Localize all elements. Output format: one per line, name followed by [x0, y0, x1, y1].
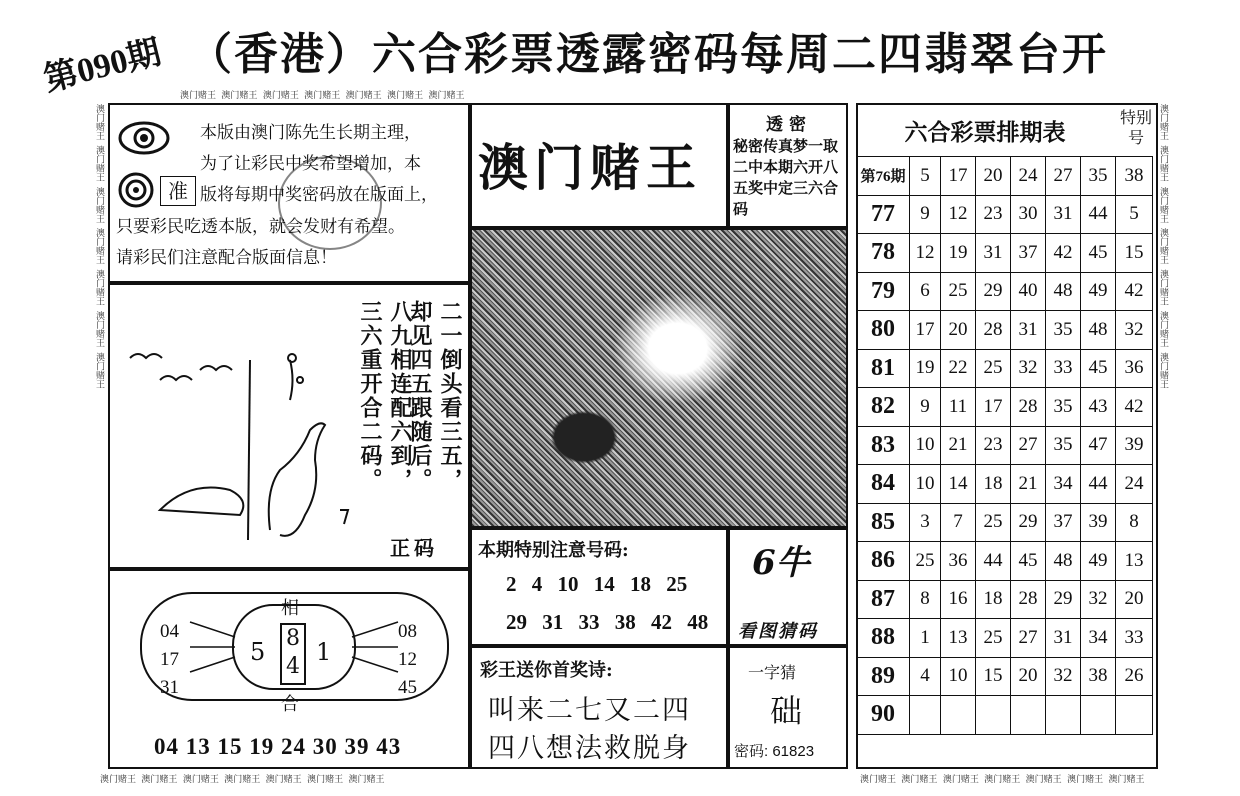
- number-cell: 20: [1011, 657, 1046, 696]
- number-cell: 25: [976, 349, 1011, 388]
- period-cell: 86: [857, 542, 910, 581]
- table-row: [857, 388, 1153, 427]
- table-row: [857, 542, 1153, 581]
- period-cell: 88: [857, 619, 910, 658]
- gift-line-1: 叫来二七又二四: [488, 695, 691, 726]
- special-row-1: 2 4 10 14 18 25: [506, 572, 688, 596]
- number-cell: 35: [1081, 157, 1116, 196]
- number-cell: 6: [910, 272, 941, 311]
- period-cell: 79: [857, 272, 910, 311]
- number-cell: 31: [1046, 195, 1081, 234]
- number-cell: 15: [976, 657, 1011, 696]
- period-cell: 90: [857, 696, 910, 735]
- number-cell: 22: [941, 349, 976, 388]
- guess-label: 看图猜码: [738, 621, 818, 642]
- period-cell: 80: [857, 311, 910, 350]
- period-cell: 第76期: [857, 157, 910, 196]
- period-cell: 78: [857, 234, 910, 273]
- number-cell: 35: [1046, 311, 1081, 350]
- number-cell: 45: [1081, 349, 1116, 388]
- oval-left-numbers: [160, 618, 179, 702]
- schedule-title: 六合彩票排期表: [904, 119, 1066, 146]
- special-cell: 8: [1116, 503, 1153, 542]
- left-border-strip: 澳门赌王 澳门赌王 澳门赌王 澳门赌王 澳门赌王 澳门赌王 澳门赌王: [94, 104, 104, 389]
- target-icon: [118, 172, 154, 208]
- number-cell: 48: [1081, 311, 1116, 350]
- number-cell: 18: [976, 465, 1011, 504]
- oval-right-numbers: [398, 618, 417, 702]
- intro-line: 本版由澳门陈先生长期主理，: [200, 123, 421, 143]
- number-cell: [976, 696, 1011, 735]
- intro-line: 版将每期中奖密码放在版面上，: [200, 185, 438, 205]
- number-cell: 48: [1046, 542, 1081, 581]
- table-row: [857, 157, 1153, 196]
- intro-text-tail: [116, 212, 405, 274]
- number-cell: 36: [941, 542, 976, 581]
- number-cell: 9: [910, 195, 941, 234]
- poem-column-3: 八九相连配六到，: [387, 300, 413, 492]
- period-cell: 84: [857, 465, 910, 504]
- number-cell: 32: [1011, 349, 1046, 388]
- special-cell: 13: [1116, 542, 1153, 581]
- number-cell: 35: [1046, 426, 1081, 465]
- special-cell: 20: [1116, 580, 1153, 619]
- number-cell: 17: [910, 311, 941, 350]
- number-cell: 31: [976, 234, 1011, 273]
- schedule-table: [856, 156, 1153, 735]
- number-cell: 29: [1011, 503, 1046, 542]
- secret-title: 透密: [766, 115, 812, 135]
- oval-right-digit: 1: [316, 638, 332, 666]
- number-cell: 16: [941, 580, 976, 619]
- number-cell: 14: [941, 465, 976, 504]
- special-cell: 15: [1116, 234, 1153, 273]
- special-cell: [1116, 696, 1153, 735]
- number-cell: 10: [910, 426, 941, 465]
- box-bottom-digit: 4: [286, 654, 300, 679]
- number-cell: 21: [1011, 465, 1046, 504]
- number-cell: 7: [941, 503, 976, 542]
- period-cell: 85: [857, 503, 910, 542]
- box-top-digit: 8: [286, 626, 300, 651]
- oval-left-digit: 5: [250, 638, 266, 666]
- number-cell: 20: [976, 157, 1011, 196]
- right-border-strip: 澳门赌王 澳门赌王 澳门赌王 澳门赌王 澳门赌王 澳门赌王 澳门赌王: [1158, 104, 1168, 389]
- number-cell: 5: [910, 157, 941, 196]
- number-cell: 33: [1046, 349, 1081, 388]
- number-cell: 34: [1081, 619, 1116, 658]
- table-row: [857, 272, 1153, 311]
- number-cell: 47: [1081, 426, 1116, 465]
- number-cell: 25: [941, 272, 976, 311]
- main-title: 澳门赌王: [478, 138, 702, 197]
- number-cell: 32: [1081, 580, 1116, 619]
- table-row: [857, 580, 1153, 619]
- number-cell: 23: [976, 426, 1011, 465]
- table-row: [857, 619, 1153, 658]
- number-cell: 30: [1011, 195, 1046, 234]
- number-cell: 25: [976, 503, 1011, 542]
- number-cell: 48: [1046, 272, 1081, 311]
- period-cell: 87: [857, 580, 910, 619]
- table-row: [857, 426, 1153, 465]
- riddle-label: 一字猜: [748, 663, 797, 682]
- number-cell: 44: [1081, 195, 1116, 234]
- number-cell: 8: [910, 580, 941, 619]
- number-cell: 19: [910, 349, 941, 388]
- halftone-photo: [470, 228, 848, 528]
- oval-left-number: 31: [160, 677, 179, 698]
- number-cell: [1081, 696, 1116, 735]
- poem-column-4: 三六重开合二码。: [357, 300, 383, 492]
- poem-column-1: 二一倒头看三五，: [437, 300, 463, 492]
- number-cell: 11: [941, 388, 976, 427]
- password: 密码: 61823: [734, 743, 815, 760]
- period-cell: 77: [857, 195, 910, 234]
- number-cell: 19: [941, 234, 976, 273]
- special-cell: 5: [1116, 195, 1153, 234]
- table-row: [857, 465, 1153, 504]
- header-border-strip: 澳门赌王 澳门赌王 澳门赌王 澳门赌王 澳门赌王 澳门赌王 澳门赌王: [180, 91, 465, 101]
- number-cell: 27: [1011, 619, 1046, 658]
- number-cell: 12: [910, 234, 941, 273]
- number-cell: 18: [976, 580, 1011, 619]
- number-cell: 28: [976, 311, 1011, 350]
- number-cell: 1: [910, 619, 941, 658]
- oval-right-number: 12: [398, 649, 417, 670]
- oval-right-number: 08: [398, 621, 417, 642]
- table-row: [857, 311, 1153, 350]
- intro-line: 请彩民们注意配合版面信息！: [116, 248, 337, 268]
- number-cell: 25: [910, 542, 941, 581]
- number-cell: 12: [941, 195, 976, 234]
- number-cell: 32: [1046, 657, 1081, 696]
- special-label: 本期特别注意号码:: [478, 540, 629, 561]
- number-cell: 13: [941, 619, 976, 658]
- special-cell: 42: [1116, 272, 1153, 311]
- oval-left-number: 04: [160, 621, 179, 642]
- intro-line: 只要彩民吃透本版，就会发财有希望。: [116, 217, 405, 237]
- table-row: [857, 234, 1153, 273]
- gift-label: 彩王送你首奖诗:: [480, 660, 613, 681]
- special-cell: 33: [1116, 619, 1153, 658]
- number-cell: 49: [1081, 542, 1116, 581]
- target-label: 准: [160, 176, 196, 206]
- number-cell: 43: [1081, 388, 1116, 427]
- number-cell: 39: [1081, 503, 1116, 542]
- special-cell: 42: [1116, 388, 1153, 427]
- oval-bottom-label: 合: [281, 694, 299, 715]
- number-cell: [1046, 696, 1081, 735]
- number-cell: 3: [910, 503, 941, 542]
- number-cell: 17: [941, 157, 976, 196]
- number-cell: 31: [1011, 311, 1046, 350]
- horse-illustration: [120, 340, 360, 560]
- oval-center-box: [280, 623, 306, 685]
- number-cell: 49: [1081, 272, 1116, 311]
- special-cell: 36: [1116, 349, 1153, 388]
- footer-border-strip: 澳门赌王 澳门赌王 澳门赌王 澳门赌王 澳门赌王 澳门赌王 澳门赌王: [100, 775, 385, 785]
- intro-text: [200, 118, 470, 211]
- table-row: [857, 657, 1153, 696]
- oval-top-label: 相: [281, 598, 299, 619]
- number-cell: 44: [976, 542, 1011, 581]
- zhengma-label: 正码: [390, 536, 438, 560]
- intro-line: 为了让彩民中奖希望增加，本: [200, 154, 421, 174]
- number-cell: 44: [1081, 465, 1116, 504]
- oval-left-number: 17: [160, 649, 179, 670]
- riddle-char: 础: [770, 692, 803, 730]
- period-cell: 81: [857, 349, 910, 388]
- oval-bottom-numbers: 04 13 15 19 24 30 39 43: [154, 734, 402, 759]
- number-cell: 29: [976, 272, 1011, 311]
- issue-number: 第090期: [40, 34, 165, 99]
- number-cell: 10: [941, 657, 976, 696]
- number-cell: [1011, 696, 1046, 735]
- table-row: [857, 195, 1153, 234]
- period-cell: 83: [857, 426, 910, 465]
- number-cell: 21: [941, 426, 976, 465]
- number-cell: 34: [1046, 465, 1081, 504]
- number-cell: [941, 696, 976, 735]
- number-cell: 37: [1011, 234, 1046, 273]
- table-row: [857, 349, 1153, 388]
- number-cell: 37: [1046, 503, 1081, 542]
- number-cell: 27: [1046, 157, 1081, 196]
- number-cell: 25: [976, 619, 1011, 658]
- period-cell: 82: [857, 388, 910, 427]
- number-cell: 4: [910, 657, 941, 696]
- number-cell: 45: [1011, 542, 1046, 581]
- table-row: [857, 696, 1153, 735]
- number-cell: 17: [976, 388, 1011, 427]
- number-cell: 28: [1011, 580, 1046, 619]
- special-row-2: 29 31 33 38 42 48: [506, 610, 709, 634]
- special-cell: 26: [1116, 657, 1153, 696]
- secret-text: 秘密传真梦一取二中本期六开八五奖中定三六合码: [733, 137, 839, 218]
- number-cell: 40: [1011, 272, 1046, 311]
- period-cell: 89: [857, 657, 910, 696]
- special-cell: 24: [1116, 465, 1153, 504]
- guess-code: 6牛: [752, 543, 810, 583]
- number-cell: 45: [1081, 234, 1116, 273]
- number-cell: 35: [1046, 388, 1081, 427]
- number-cell: 27: [1011, 426, 1046, 465]
- special-header: 特别号: [1119, 108, 1152, 147]
- oval-right-number: 45: [398, 677, 417, 698]
- footer-border-strip-right: 澳门赌王 澳门赌王 澳门赌王 澳门赌王 澳门赌王 澳门赌王 澳门赌王: [860, 775, 1145, 785]
- number-cell: 31: [1046, 619, 1081, 658]
- table-row: [857, 503, 1153, 542]
- number-cell: 28: [1011, 388, 1046, 427]
- number-cell: 23: [976, 195, 1011, 234]
- special-cell: 39: [1116, 426, 1153, 465]
- number-cell: 24: [1011, 157, 1046, 196]
- number-cell: 29: [1046, 580, 1081, 619]
- gift-line-2: 四八想法救脱身: [488, 733, 691, 764]
- number-cell: 42: [1046, 234, 1081, 273]
- eye-icon: [118, 118, 170, 158]
- number-cell: 38: [1081, 657, 1116, 696]
- special-cell: 32: [1116, 311, 1153, 350]
- number-cell: 10: [910, 465, 941, 504]
- poem-column-2: 却见四五跟随后。: [407, 300, 433, 492]
- special-cell: 38: [1116, 157, 1153, 196]
- page-headline: （香港）六合彩票透露密码每周二四翡翠台开: [188, 29, 1108, 80]
- number-cell: 20: [941, 311, 976, 350]
- number-cell: [910, 696, 941, 735]
- number-cell: 9: [910, 388, 941, 427]
